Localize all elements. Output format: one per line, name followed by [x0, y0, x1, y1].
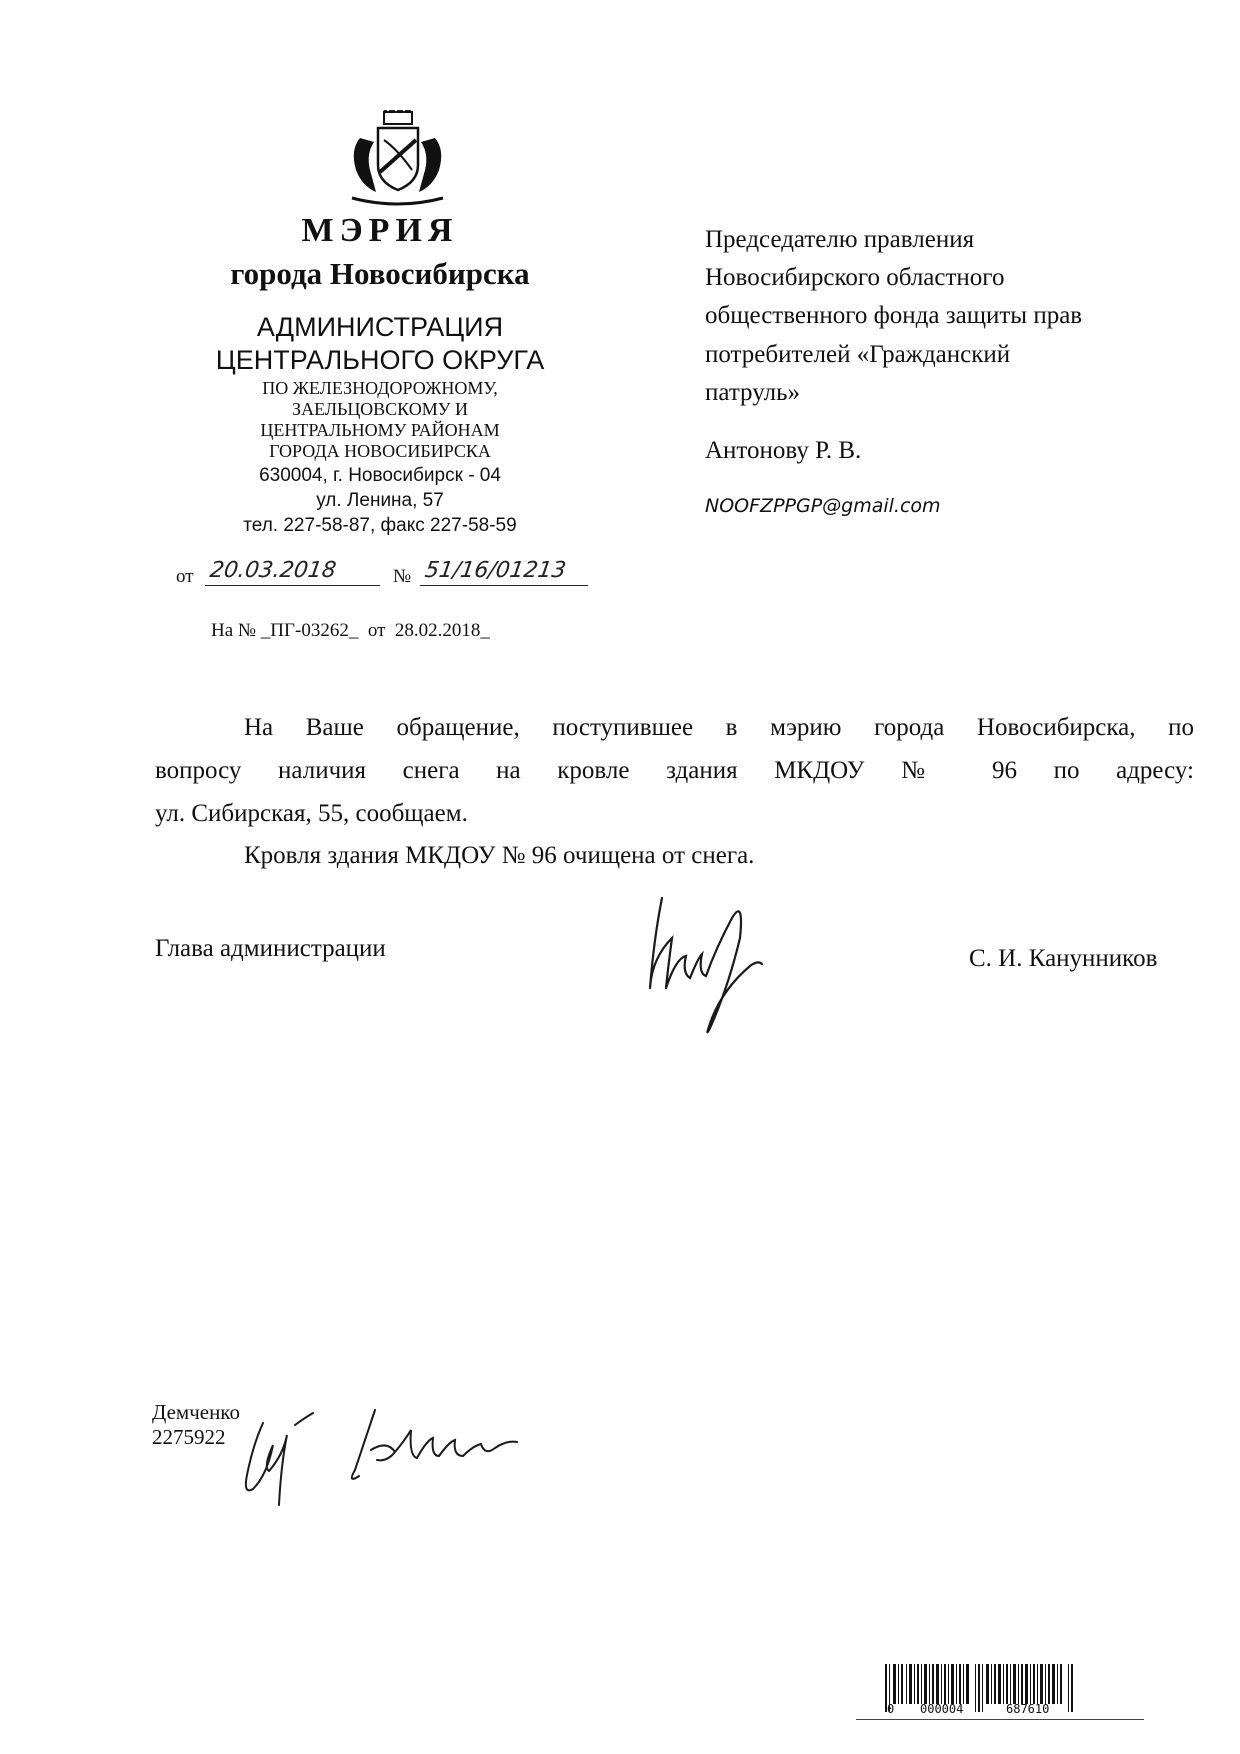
handwritten-signature-icon — [632, 878, 782, 1043]
districts-line: ПО ЖЕЛЕЗНОДОРОЖНОМУ, — [262, 378, 498, 398]
addressee-line: патруль» — [705, 379, 801, 406]
body-paragraph-line: ул. Сибирская, 55, сообщаем. — [155, 800, 468, 827]
reg-date-underline — [205, 585, 380, 586]
addressee-name: Антонову Р. В. — [705, 437, 862, 464]
districts-line: ГОРОДА НОВОСИБИРСКА — [269, 441, 491, 461]
executor-name: Демченко — [152, 1400, 240, 1424]
initials-signature-icon — [233, 1405, 328, 1515]
reg-number-handwritten: 51/16/01213 — [423, 558, 568, 583]
reg-number-underline — [420, 585, 588, 586]
admin-title-line1: АДМИНИСТРАЦИЯ — [256, 312, 504, 342]
coat-of-arms-emblem — [340, 110, 455, 210]
districts-line: ЦЕНТРАЛЬНОМУ РАЙОНАМ — [260, 420, 500, 440]
addressee-email: NOOFZPPGP@gmail.com — [705, 495, 941, 517]
addressee-line: потребителей «Гражданский — [705, 341, 1011, 368]
mayor-city: города Новосибирска — [230, 256, 530, 291]
address-line: 630004, г. Новосибирск - 04 — [259, 465, 501, 486]
second-signature-icon — [335, 1400, 525, 1490]
addressee-line: Председателю правления — [705, 226, 975, 253]
reg-date-handwritten: 20.03.2018 — [208, 558, 338, 583]
address-line: ул. Ленина, 57 — [316, 490, 444, 511]
barcode-digits-right: 687610 — [1006, 1702, 1050, 1716]
barcode-digit-left: 0 — [887, 1702, 895, 1716]
admin-title-line2: ЦЕНТРАЛЬНОГО ОКРУГА — [215, 345, 545, 375]
contact-line: тел. 227-58-87, факс 227-58-59 — [243, 515, 517, 536]
body-paragraph-line: На Ваше обращение, поступившее в мэрию города Новосибирска, по — [244, 714, 1194, 741]
signatory-name: С. И. Канунников — [969, 945, 1158, 972]
signatory-role: Глава администрации — [155, 935, 386, 962]
addressee-line: Новосибирского областного — [705, 264, 1005, 291]
executor-phone: 2275922 — [152, 1425, 226, 1449]
barcode-digits-middle: 000004 — [920, 1702, 964, 1716]
districts-line: ЗАЕЛЬЦОВСКОМУ И — [292, 399, 468, 419]
barcode-baseline — [856, 1719, 1144, 1720]
body-paragraph-line: Кровля здания МКДОУ № 96 очищена от снега. — [244, 842, 755, 869]
addressee-line: общественного фонда защиты прав — [705, 302, 1083, 329]
reg-number-label: № — [393, 566, 412, 587]
reference-line: На № _ПГ-03262_ от 28.02.2018_ — [211, 620, 490, 641]
body-paragraph-line: вопросу наличия снега на кровле здания МКДОУ № 96 по адресу: — [155, 757, 1194, 784]
reg-date-label: от — [176, 566, 194, 587]
mayor-title: МЭРИЯ — [301, 212, 459, 249]
